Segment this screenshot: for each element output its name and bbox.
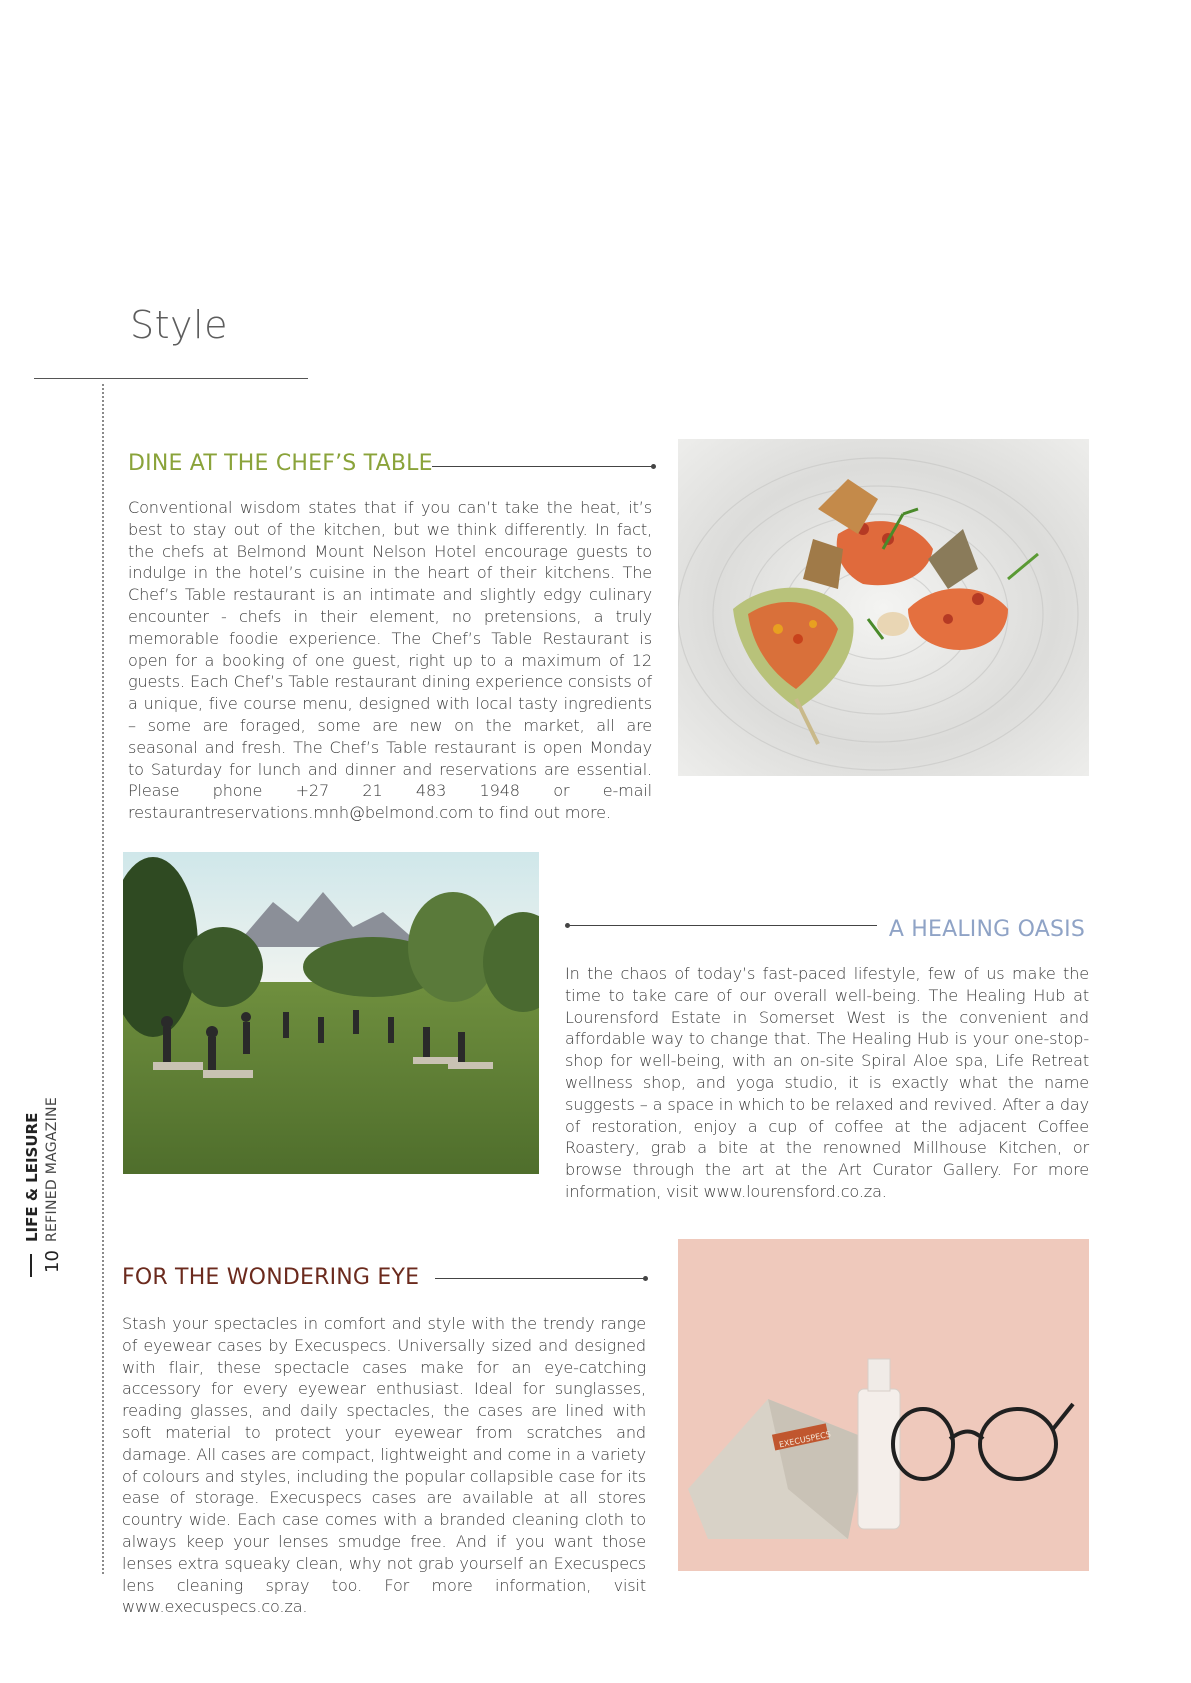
article-body-chefs-table: Conventional wisdom states that if you can’t take the heat, it’s best to stay out of the kitchen, but we think differently. In fact, the chefs at Belmond Mount Nelson Hotel encourage guests to indulge in the hotel’s cuisine in the heart of their kitchens. The Chef’s Table restaurant is an intimate and slightly edgy culinary encounter - chefs in their element, no pretensions, a truly memorable foodie experience. The Chef’s Table Restaurant is open for a booking of one guest, right up to a maximum of 12 guests. Each Chef’s Table restaurant dining experience consists of a unique, five course menu, designed with local tasty ingredients – some are foraged, some are new on the market, all are seasonal and fresh. The Chef’s Table restaurant is open Monday to Saturday for lunch and dinner and reservations are essential. Please phone +27 21 483 1948 or e-mail restaurantreservations.mnh@belmond.com to find out more. — [128, 498, 652, 823]
page-number: 10 — [42, 1250, 63, 1273]
article-body-healing-oasis: In the chaos of today’s fast-paced lifestyle, few of us make the time to take care of our overall well-being. The Healing Hub at Lourensford Estate in Somerset West is the convenient and affordable way to change that. The Healing Hub is your one-stop-shop for well-being, with an on-site Spiral Aloe spa, Life Retreat wellness shop, and yoga studio, it is exactly what the name suggests – a space in which to be relaxed and revived. After a day of restoration, enjoy a cup of coffee at the adjacent Coffee Roastery, grab a bite at the renowned Millhouse Kitchen, or browse through the art at the Art Curator Gallery. For more information, visit www.lourensford.co.za. — [565, 964, 1089, 1201]
sidebar-line-2: REFINED MAGAZINE — [44, 1097, 60, 1242]
header-divider — [34, 378, 308, 379]
heading-rule-dot — [643, 1276, 648, 1281]
eyewear-case-photo — [678, 1239, 1089, 1571]
heading-rule — [432, 466, 654, 467]
article-body-wondering-eye: Stash your spectacles in comfort and style with the trendy range of eyewear cases by Execuspecs. Universally sized and designed with flair, these spectacle cases make for an eye-catching accessory for every eyewear enthusiast. Ideal for sunglasses, reading glasses, and daily spectacles, the cases are lined with soft material to protect your eyewear from scratches and damage. All cases are compact, lightweight and come in a variety of colours and styles, including the popular collapsible case for its ease of storage. Execuspecs cases are available at all stores country wide. Each case comes with a branded cleaning cloth to always keep your lenses smudge free. And if you want those lenses extra squeaky clean, why not grab yourself an Execuspecs lens cleaning spray too. For more information, visit www.execuspecs.co.za. — [122, 1314, 646, 1617]
page-number-bar — [30, 1254, 32, 1277]
article-heading-healing-oasis: A HEALING OASIS — [888, 917, 1085, 942]
heading-rule-dot — [651, 464, 656, 469]
article-heading-chefs-table: DINE AT THE CHEF’S TABLE — [128, 451, 433, 476]
side-dotted-rule — [102, 384, 104, 1574]
sidebar-masthead — [22, 1097, 72, 1270]
heading-rule — [435, 1278, 645, 1279]
case-tag: EXECUSPECS — [778, 1429, 832, 1450]
outdoor-yoga-photo — [123, 852, 539, 1174]
section-title: Style — [130, 303, 228, 347]
heading-rule — [567, 925, 877, 926]
article-heading-wondering-eye: FOR THE WONDERING EYE — [122, 1265, 420, 1290]
sidebar-line-1: LIFE & LEISURE — [23, 1112, 41, 1242]
plated-dish-photo — [678, 439, 1089, 776]
